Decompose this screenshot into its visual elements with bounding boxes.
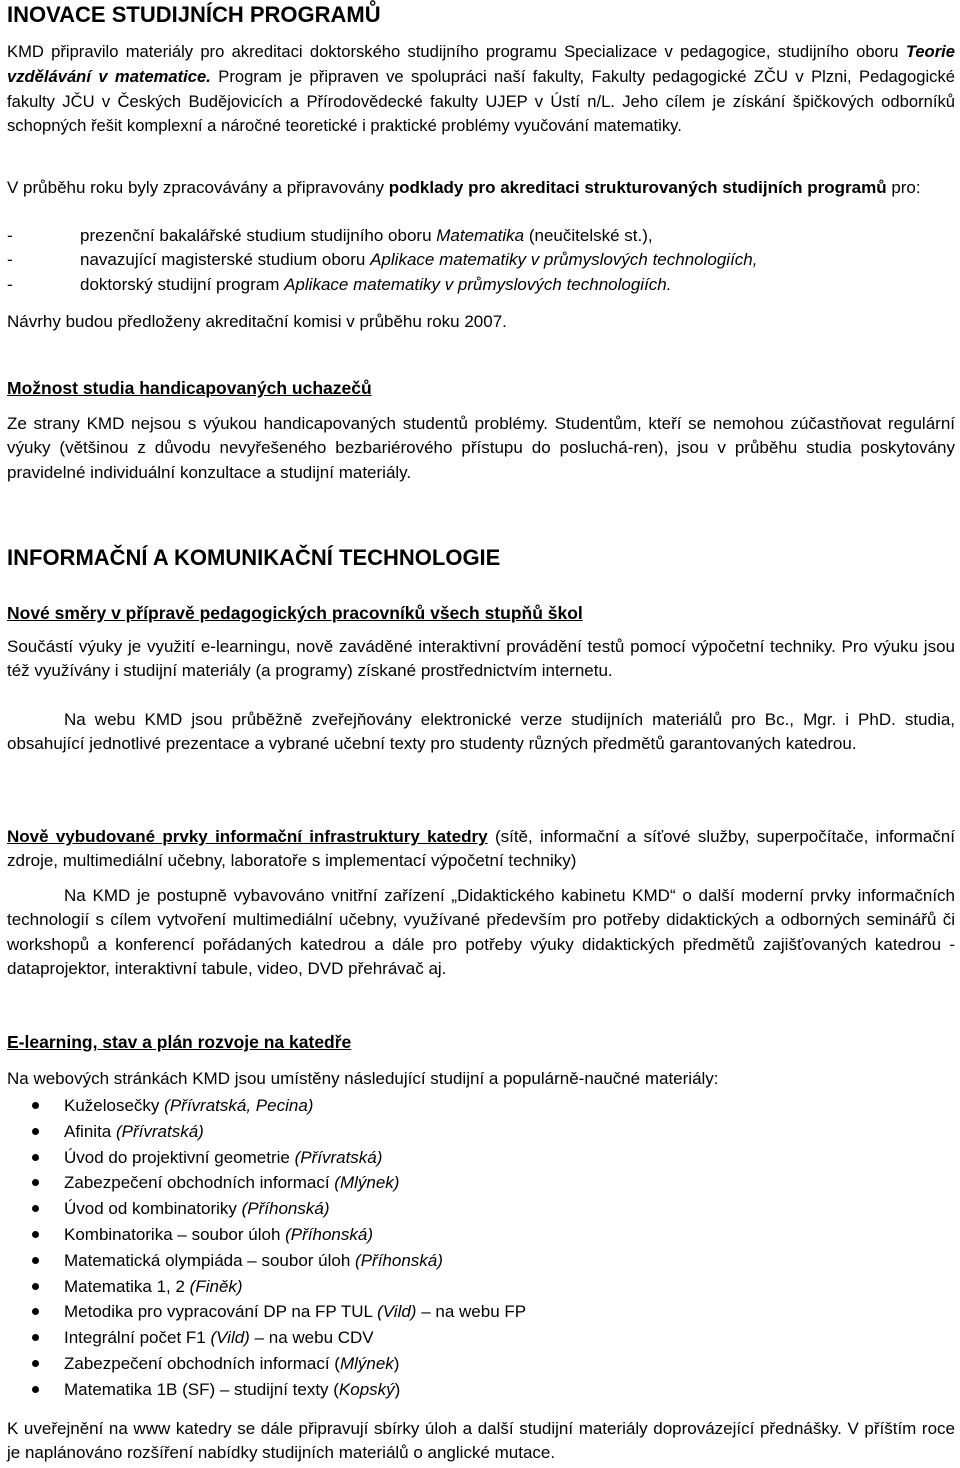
list-item: Zabezpečení obchodních informací (Mlýnek) — [7, 1170, 955, 1196]
list-item: Úvod do projektivní geometrie (Přívratská) — [7, 1145, 955, 1171]
paragraph-web-materials-intro: Na webových stránkách KMD jsou umístěny následující studijní a populárně-naučné materiály: — [7, 1069, 719, 1088]
list-item: - prezenční bakalářské studium studijního oboru Matematika (neučitelské st.), — [7, 226, 653, 245]
paragraph-infrastruktura: Nově vybudované prvky informační infrastruktury katedry (sítě, informační a síťové služby, superpočítače, informační zdroje, multimediální učebny, laboratoře s implementací výpočetní techniky) — [7, 827, 955, 871]
subsection-title-nove-smery: Nové směry v přípravě pedagogických pracovníků všech stupňů škol — [7, 603, 583, 623]
bullet-icon — [32, 1102, 39, 1109]
list-item: Kuželosečky (Přívratská, Pecina) — [7, 1093, 955, 1119]
list-item: - navazující magisterské studium oboru Aplikace matematiky v průmyslových technologiích, — [7, 250, 758, 270]
list-item: Afinita (Přívratská) — [7, 1119, 955, 1145]
study-program-list — [7, 224, 955, 297]
paragraph-pripravuji: K uveřejnění na www katedry se dále připravují sbírky úloh a další studijní materiály doprovázející přednášky. V příštím roce je naplánováno rozšíření nabídky studijních materiálů o anglické mutace. — [7, 1419, 955, 1463]
section-title-handicap: Možnost studia handicapovaných uchazečů — [7, 378, 372, 398]
paragraph-elearning-vyuka: Součástí výuky je využití e-learningu, nově zaváděné interaktivní provádění testů pomocí výpočetní techniky. Pro výuku jsou též využívány i studijní materiály (a programy) získané prostřednictvím internetu. — [7, 637, 955, 681]
bullet-icon — [32, 1283, 39, 1290]
list-item: Metodika pro vypracování DP na FP TUL (Vild) – na webu FP — [7, 1299, 955, 1325]
list-item: Kombinatorika – soubor úloh (Příhonská) — [7, 1222, 955, 1248]
bullet-icon — [32, 1386, 39, 1393]
paragraph-web-kmd: Na webu KMD jsou průběžně zveřejňovány elektronické verze studijních materiálů pro Bc., Mgr. i PhD. studia, obsahující jednotlivé prezentace a vybrané učební texty pro studenty různých předmětů garantovaných katedrou. — [7, 710, 955, 754]
paragraph-akreditace: KMD připravilo materiály pro akreditaci doktorského studijního programu Specializace v pedagogice, studijního oboru Teorie vzdělávání v matematice. Program je připraven ve spolupráci naší fakulty, Fakulty pedagogické ZČU v Plzni, Pedagogické fakulty JČU v Českých Budějovicích a Přírodovědecké fakulty UJEP v Ústí n/L. Jeho cílem je získání špičkových odborníků schopných řešit komplexní a náročné teoretické i praktické problémy vyučování matematiky. — [7, 42, 955, 136]
bullet-icon — [32, 1154, 39, 1161]
bullet-icon — [32, 1205, 39, 1212]
list-item: Úvod od kombinatoriky (Příhonská) — [7, 1196, 955, 1222]
paragraph-podklady: V průběhu roku byly zpracovávány a připravovány podklady pro akreditaci strukturovaných studijních programů pro: — [7, 178, 921, 197]
list-item: Matematická olympiáda – soubor úloh (Příhonská) — [7, 1248, 955, 1274]
section-title-ikt: INFORMAČNÍ A KOMUNIKAČNÍ TECHNOLOGIE — [7, 545, 501, 570]
materials-list — [7, 1093, 955, 1403]
bullet-icon — [32, 1360, 39, 1367]
paragraph-navrhy: Návrhy budou předloženy akreditační komisi v průběhu roku 2007. — [7, 312, 507, 331]
list-item: Zabezpečení obchodních informací (Mlýnek) — [7, 1351, 955, 1377]
section-title-inovace: INOVACE STUDIJNÍCH PROGRAMŮ — [7, 2, 381, 27]
bullet-icon — [32, 1334, 39, 1341]
section-title-elearning: E-learning, stav a plán rozvoje na katedře — [7, 1032, 352, 1052]
paragraph-didakticky-kabinet: Na KMD je postupně vybavováno vnitřní zařízení „Didaktického kabinetu KMD“ o další moderní prvky informačních technologií s cílem vytvoření multimediální učebny, využívané především pro potřeby didaktických a odborných seminářů či workshopů a konferencí pořádaných katedrou a dále pro potřeby výuky didaktických předmětů zajišťovaných katedrou - dataprojektor, interaktivní tabule, video, DVD přehrávač aj. — [7, 886, 955, 978]
bullet-icon — [32, 1179, 39, 1186]
list-item: - doktorský studijní program Aplikace matematiky v průmyslových technologiích. — [7, 274, 672, 294]
bullet-icon — [32, 1257, 39, 1264]
list-item: Integrální počet F1 (Vild) – na webu CDV — [7, 1325, 955, 1351]
bullet-icon — [32, 1128, 39, 1135]
paragraph-handicap: Ze strany KMD nejsou s výukou handicapovaných studentů problémy. Studentům, kteří se nemohou zúčastňovat regulární výuky (většinou z důvodu nevyřešeného bezbariérového přístupu do posluchá-ren), jsou v průběhu studia poskytovány pravidelné individuální konzultace a studijní materiály. — [7, 414, 955, 482]
list-item: Matematika 1B (SF) – studijní texty (Kopský) — [7, 1377, 955, 1403]
bullet-icon — [32, 1308, 39, 1315]
bullet-icon — [32, 1231, 39, 1238]
list-item: Matematika 1, 2 (Finěk) — [7, 1274, 955, 1300]
